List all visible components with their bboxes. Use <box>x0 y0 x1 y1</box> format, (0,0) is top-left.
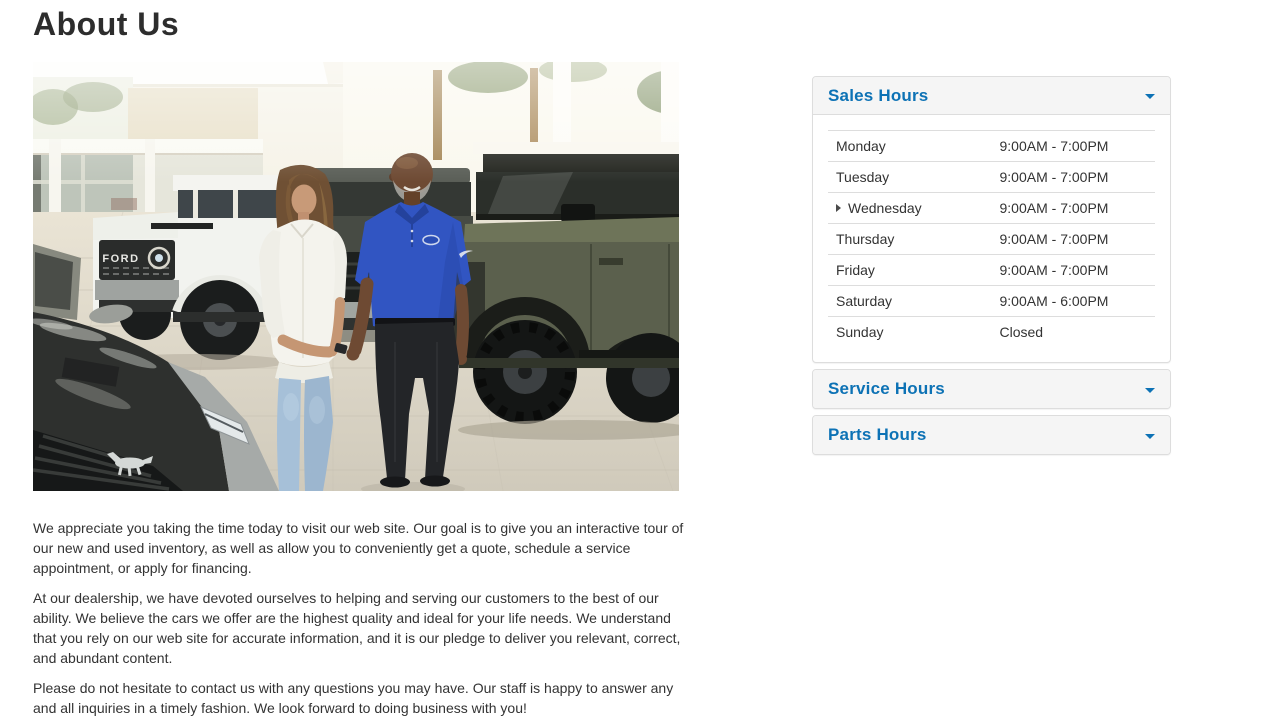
hours-row <box>828 286 1155 317</box>
hours-value: Closed <box>992 317 1156 348</box>
caret-down-icon <box>1145 388 1155 393</box>
hours-value: 9:00AM - 7:00PM <box>992 255 1156 286</box>
hours-day: Friday <box>828 255 992 286</box>
hours-value: 9:00AM - 7:00PM <box>992 162 1156 193</box>
about-paragraph-2: At our dealership, we have devoted ourselves to helping and serving our customers to the best of our ability. We believe the cars we offer are the highest quality and ideal for your life needs. We understand that you rely on our web site for accurate information, and it is our pledge to deliver you relevant, correct, and abundant content. <box>33 590 681 666</box>
sales-hours-panel <box>812 76 1171 363</box>
polo-ford-logo <box>423 236 439 245</box>
hours-row <box>828 224 1155 255</box>
hours-row <box>828 162 1155 193</box>
dealership-showroom-illustration <box>33 62 679 491</box>
hours-day: Sunday <box>828 317 992 348</box>
hours-row <box>828 317 1155 348</box>
about-paragraph-1: We appreciate you taking the time today to visit our web site. Our goal is to give you an interactive tour of our new and used inventory, as well as allow you to conveniently get a quote, schedule a service appointment, or apply for financing. <box>33 520 684 576</box>
hours-day: Tuesday <box>828 162 992 193</box>
hours-day: Monday <box>828 131 992 162</box>
parts-hours-header[interactable] <box>813 416 1170 454</box>
today-marker-icon <box>836 204 841 212</box>
caret-down-icon <box>1145 434 1155 439</box>
hours-row-today <box>828 193 1155 224</box>
about-text <box>33 518 685 718</box>
bronco-grille-text: FORD <box>102 253 140 265</box>
sales-hours-header[interactable] <box>813 77 1170 115</box>
main-content <box>33 4 685 728</box>
parts-hours-title: Parts Hours <box>828 425 927 444</box>
hours-row <box>828 255 1155 286</box>
service-hours-title: Service Hours <box>828 379 945 398</box>
about-paragraph-3: Please do not hesitate to contact us with any questions you may have. Our staff is happy to answer any and all inquiries in a timely fashion. We look forward to doing business with you! <box>33 680 674 716</box>
dealership-photo <box>33 62 679 491</box>
hours-sidebar <box>812 76 1171 461</box>
sales-hours-body <box>813 115 1170 362</box>
hours-value: 9:00AM - 7:00PM <box>992 224 1156 255</box>
hours-value: 9:00AM - 6:00PM <box>992 286 1156 317</box>
page-title: About Us <box>33 6 180 42</box>
parts-hours-panel <box>812 415 1171 455</box>
olive-bronco <box>453 154 679 440</box>
hours-row <box>828 131 1155 162</box>
hours-value: 9:00AM - 7:00PM <box>992 131 1156 162</box>
service-hours-header[interactable] <box>813 370 1170 408</box>
service-hours-panel <box>812 369 1171 409</box>
hours-day: Wednesday <box>848 200 922 216</box>
hours-value: 9:00AM - 7:00PM <box>992 193 1156 224</box>
sales-hours-title: Sales Hours <box>828 85 929 105</box>
hours-day: Thursday <box>828 224 992 255</box>
hours-day: Saturday <box>828 286 992 317</box>
light-overlay <box>33 62 679 182</box>
caret-down-icon <box>1145 94 1155 99</box>
sales-hours-table <box>828 130 1155 347</box>
